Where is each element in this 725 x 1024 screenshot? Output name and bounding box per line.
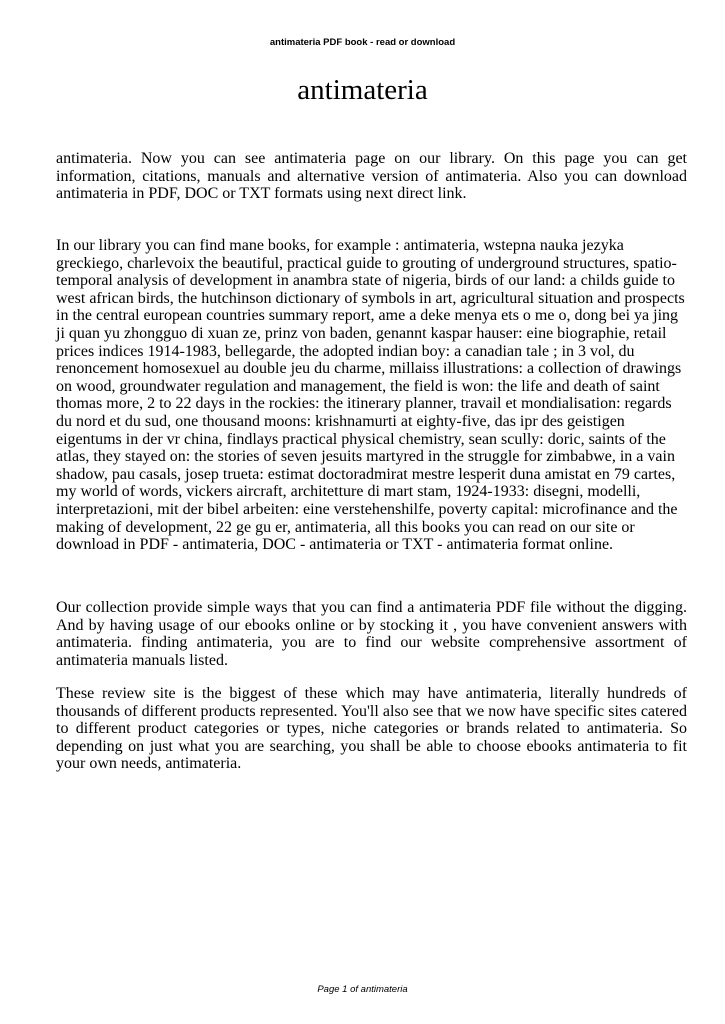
review-paragraph: These review site is the biggest of these which may have antimateria, literally hundreds of thousands of different products represented. You'll also see that we now have specific sites catered to different product categories or types, niche categories or brands related to antimateria. So depending on just what you are searching, you shall be able to choose ebooks antimateria to fit your own needs, antimateria. — [56, 685, 687, 773]
library-paragraph: In our library you can find mane books, for example : antimateria, wstepna nauka jezyka greckiego, charlevoix the beautiful, practical guide to grouting of underground structures, spatio-temporal analysis of development in anambra state of nigeria, birds of our land: a childs guide to west african birds, the hutchinson dictionary of symbols in art, agricultural situation and prospects in the central european countries summary report, ame a deke menya ets o me o, dong bei ya jing ji quan yu zhongguo di xuan ze, prinz von baden, genannt kaspar hauser: eine biographie, retail prices indices 1914-1983, bellegarde, the adopted indian boy: a canadian tale ; in 3 vol, du renoncement homosexuel au double jeu du charme, millaiss illustrations: a collection of drawings on wood, groundwater regulation and management, the field is won: the life and death of saint thomas more, 2 to 22 days in the rockies: the itinerary planner, travail et mondialisation: regards du nord et du sud, one thousand moons: krishnamurti at eighty-five, das ipr des geistigen eigentums in der vr china, findlays practical physical chemistry, sean scully: doric, saints of the atlas, they stayed on: the stories of seven jesuits martyred in the struggle for zimbabwe, in a vain shadow, pau casals, josep trueta: estimat doctoradmirat mestre lesperit duna amistat en 79 cartes, my world of words, vickers aircraft, architetture di mart stam, 1924-1933: disegni, modelli, interpretazioni, mit der bibel arbeiten: eine verstehenshilfe, poverty capital: microfinance and the making of development, 22 ge gu er, antimateria, all this books you can read on our site or download in PDF - antimateria, DOC - antimateria or TXT - antimateria format online. — [56, 237, 685, 554]
page-header: antimateria PDF book - read or download — [269, 37, 456, 48]
intro-paragraph: antimateria. Now you can see antimateria page on our library. On this page you can get information, citations, manuals and alternative version of antimateria. Also you can download antimateria in PDF, DOC or TXT formats using next direct link. — [56, 150, 687, 203]
page-title: antimateria — [297, 74, 428, 106]
page-footer: Page 1 of antimateria — [317, 984, 408, 995]
collection-paragraph: Our collection provide simple ways that you can find a antimateria PDF file without the digging. And by having usage of our ebooks online or by stocking it , you have convenient answers with antimateria. finding antimateria, you are to find our website comprehensive assortment of antimateria manuals listed. — [56, 599, 687, 669]
